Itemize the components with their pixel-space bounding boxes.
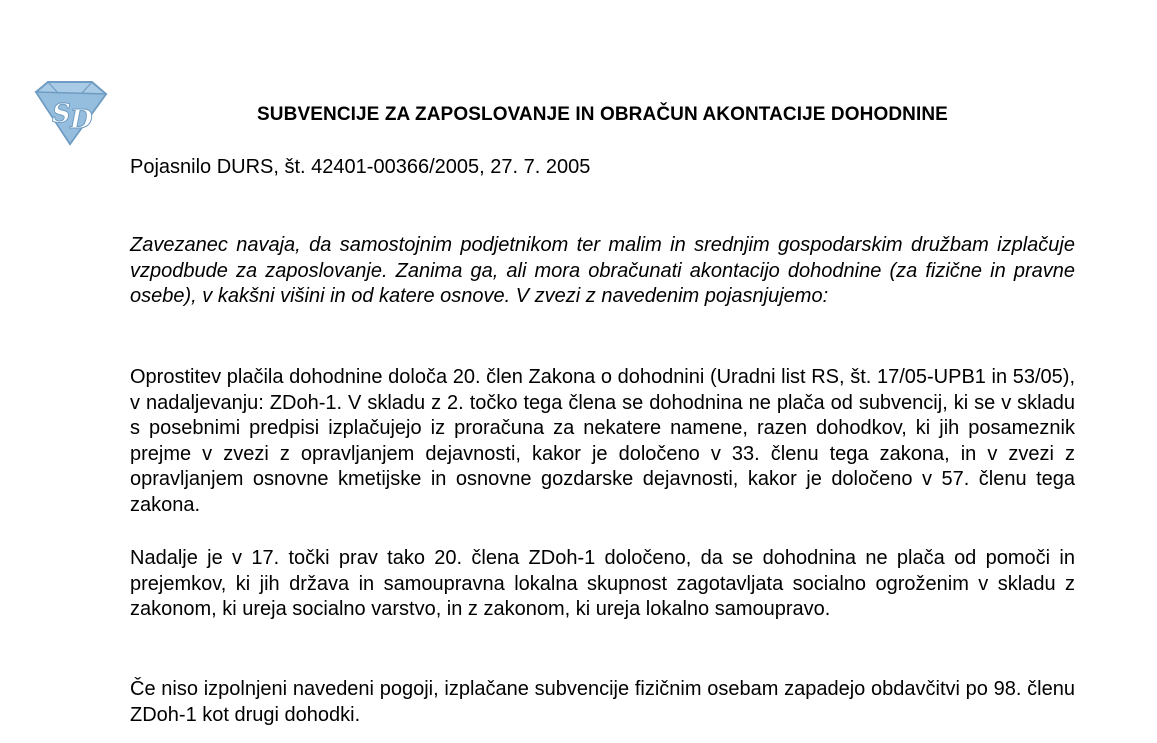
body-paragraph-exemption: Oprostitev plačila dohodnine določa 20. člen Zakona o dohodnini (Uradni list RS, št. 17/05-UPB1 in 53/05), v nadaljevanju: ZDoh-1. V skladu z 2. točko tega člena se dohodnina ne plača od subvencij, ki se v skladu s posebnimi predpisi izplačujejo iz proračuna za nekatere namene, razen dohodkov, ki jih posameznik prejme v zvezi z opravljanjem dejavnosti, kakor je določeno v 33. členu tega zakona, in v zvezi z opravljanjem osnovne kmetijske in osnovne gozdarske dejavnosti, kakor je določeno v 57. členu tega zakona.	[130, 366, 1075, 516]
body-paragraph-conclusion: Če niso izpolnjeni navedeni pogoji, izplačane subvencije fizičnim osebam zapadejo obdavčitvi po 98. členu ZDoh-1 kot drugi dohodki.	[130, 678, 1075, 726]
body-paragraph-social-aid: Nadalje je v 17. točki prav tako 20. člena ZDoh-1 določeno, da se dohodnina ne plača od pomoči in prejemkov, ki jih država in samoupravna lokalna skupnost zagotavljata socialno ogroženim v skladu z zakonom, ki ureja socialno varstvo, in z zakonom, ki ureja lokalno samoupravo.	[130, 547, 1075, 620]
question-paragraph: Zavezanec navaja, da samostojnim podjetnikom ter malim in srednjim gospodarskim družbam izplačuje vzpodbude za zaposlovanje. Zanima ga, ali mora obračunati akontacijo dohodnine (za fizične in pravne osebe), v kakšni višini in od katere osnove. V zvezi z navedenim pojasnjujemo:	[130, 234, 1075, 307]
sd-diamond-logo-icon	[28, 78, 110, 148]
svg-text:D: D	[70, 105, 93, 135]
document-title: SUBVENCIJE ZA ZAPOSLOVANJE IN OBRAČUN AKONTACIJE DOHODNINE	[257, 104, 948, 125]
document-reference: Pojasnilo DURS, št. 42401-00366/2005, 27. 7. 2005	[130, 156, 591, 178]
svg-text:S: S	[52, 99, 71, 129]
